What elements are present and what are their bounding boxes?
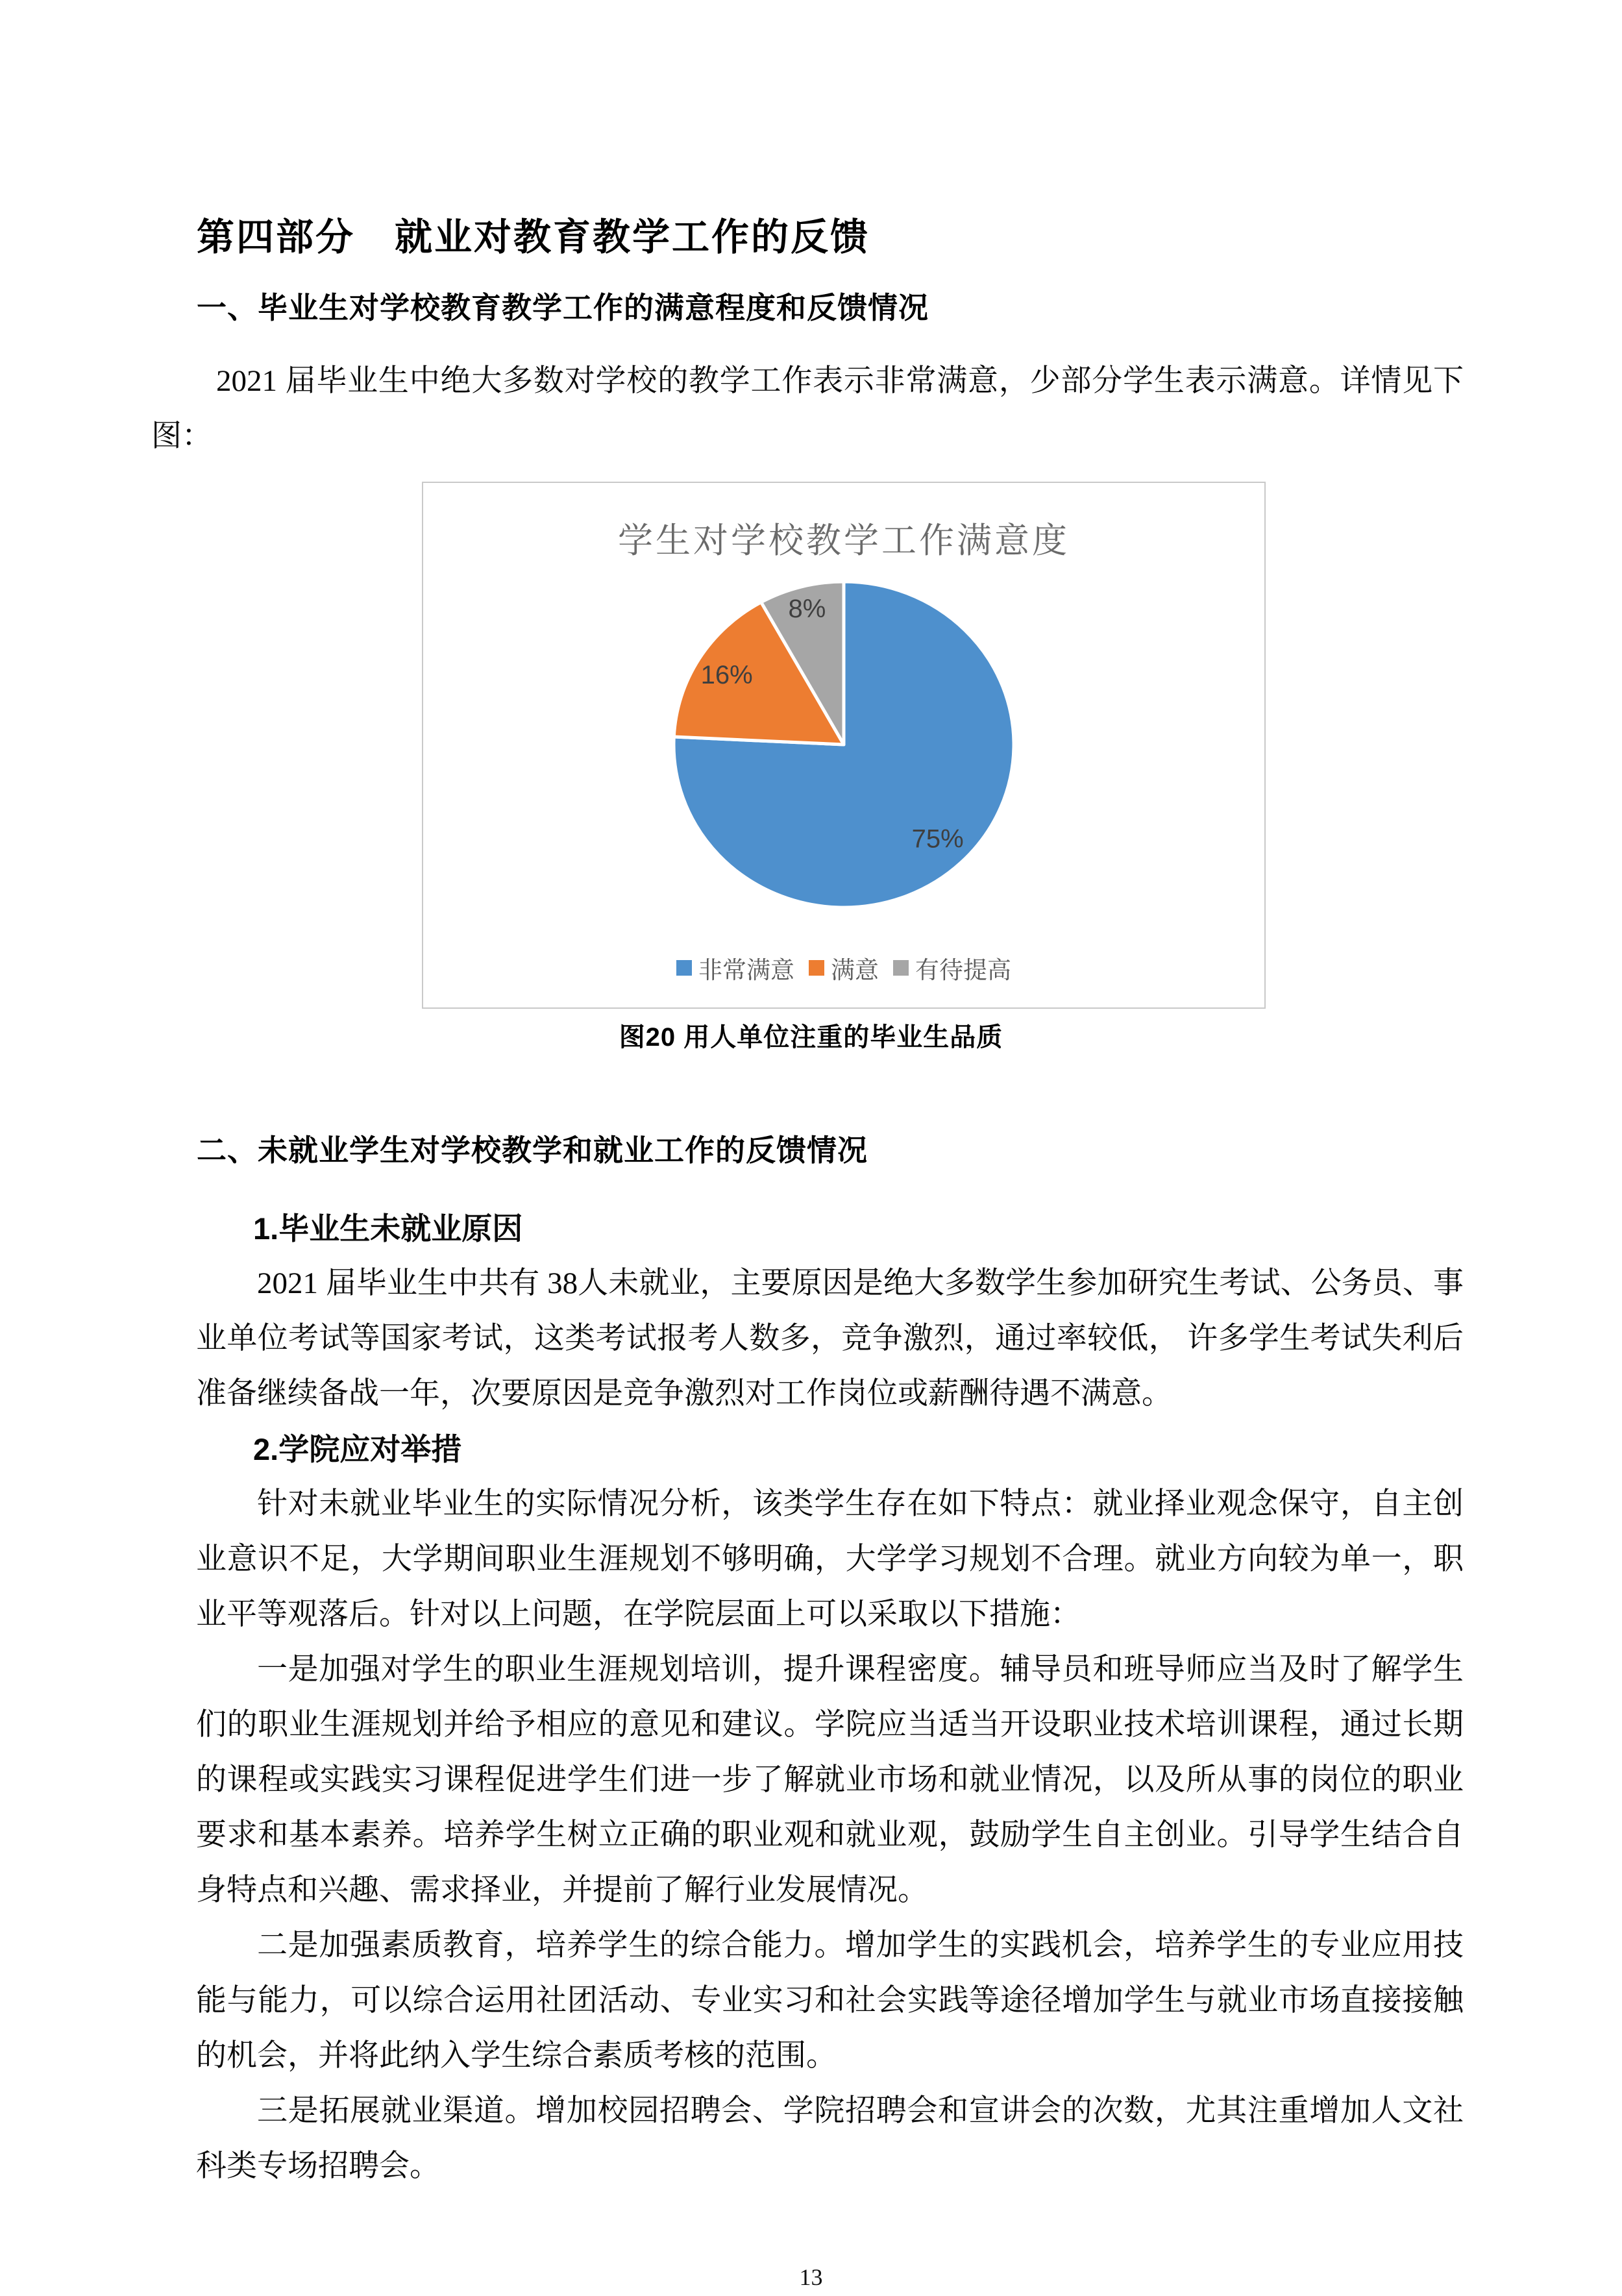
pie-data-label-2: 8%: [788, 595, 826, 624]
subheading-college-measures: 2.学院应对举措: [253, 1432, 462, 1466]
paragraph-measure-3: 三是拓展就业渠道。增加校园招聘会、学院招聘会和宣讲会的次数，尤其注重增加人文社科类专场招聘会。: [196, 2094, 1464, 2183]
legend-swatch-icon: [676, 960, 692, 976]
paragraph-analysis: 针对未就业毕业生的实际情况分析，该类学生存在如下特点：就业择业观念保守，自主创业意识不足，大学期间职业生涯规划不够明确，大学学习规划不合理。就业方向较为单一，职业平等观落后。针对以上问题，在学院层面上可以采取以下措施：: [196, 1487, 1464, 1631]
pie-data-label-1: 16%: [700, 660, 753, 689]
page-number: 13: [799, 2264, 823, 2290]
intro-paragraph: 2021 届毕业生中绝大多数对学校的教学工作表示非常满意，少部分学生表示满意。详情见下图：: [151, 364, 1464, 453]
pie-data-label-0: 75%: [911, 824, 964, 854]
legend-item-1: [809, 950, 879, 985]
legend-label: 非常满意: [698, 957, 794, 983]
section2-heading: 二、未就业学生对学校教学和就业工作的反馈情况: [197, 1133, 868, 1167]
legend-item-2: [893, 950, 1011, 985]
legend-label: 有待提高: [915, 957, 1011, 983]
paragraph-unemployment-reasons: 2021 届毕业生中共有 38人未就业，主要原因是绝大多数学生参加研究生考试、公务员、事业单位考试等国家考试，这类考试报考人数多，竞争激烈，通过率较低， 许多学生考试失利后准备继续备战一年，次要原因是竞争激烈对工作岗位或薪酬待遇不满意。: [196, 1266, 1464, 1411]
satisfaction-pie-chart: [422, 482, 1266, 1009]
page-title: 第四部分 就业对教育教学工作的反馈: [197, 216, 870, 258]
legend-swatch-icon: [809, 960, 824, 976]
figure-caption: 图20 用人单位注重的毕业生品质: [619, 1023, 1003, 1052]
paragraph-measure-1: 一是加强对学生的职业生涯规划培训，提升课程密度。辅导员和班导师应当及时了解学生们的职业生涯规划并给予相应的意见和建议。学院应当适当开设职业技术培训课程，通过长期的课程或实践实习课程促进学生们进一步了解就业市场和就业情况，以及所从事的岗位的职业要求和基本素养。培养学生树立正确的职业观和就业观，鼓励学生自主创业。引导学生结合自身特点和兴趣、需求择业，并提前了解行业发展情况。: [196, 1653, 1464, 1907]
legend-label: 满意: [831, 957, 879, 983]
subheading-unemployment-reasons: 1.毕业生未就业原因: [253, 1211, 523, 1246]
section2-body: [196, 1201, 1464, 2194]
chart-legend: [423, 950, 1264, 985]
paragraph-measure-2: 二是加强素质教育，培养学生的综合能力。增加学生的实践机会，培养学生的专业应用技能与能力，可以综合运用社团活动、专业实习和社会实践等途径增加学生与就业市场直接接触的机会，并将此纳入学生综合素质考核的范围。: [196, 1929, 1464, 2073]
section1-heading: 一、毕业生对学校教育教学工作的满意程度和反馈情况: [197, 291, 929, 325]
legend-item-0: [676, 950, 794, 985]
legend-swatch-icon: [893, 960, 909, 976]
pie-chart-svg: [423, 483, 1264, 1007]
chart-title: 学生对学校教学工作满意度: [618, 521, 1070, 560]
